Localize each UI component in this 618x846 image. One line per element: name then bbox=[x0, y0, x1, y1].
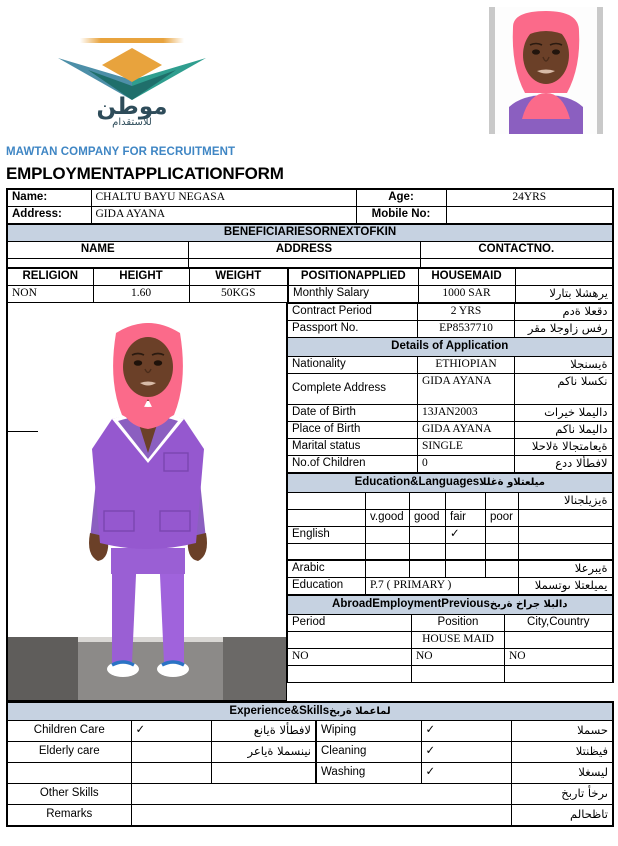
abroad-r2-city[interactable]: NO bbox=[505, 648, 613, 665]
table-row bbox=[7, 224, 613, 241]
marital-arabic: الحالة الاجتماعية bbox=[515, 438, 613, 455]
table-row bbox=[288, 320, 613, 337]
name-label: Name: bbox=[7, 189, 91, 206]
weight-header: WEIGHT bbox=[189, 268, 288, 285]
extra-skill-label[interactable] bbox=[7, 763, 131, 784]
name-value[interactable]: CHALTU BAYU NEGASA bbox=[91, 189, 356, 206]
lang-spacer-5 bbox=[519, 543, 613, 560]
passport-value[interactable]: EP8537710 bbox=[418, 320, 515, 337]
table-row bbox=[288, 303, 613, 320]
arabic-good-cell[interactable] bbox=[410, 560, 446, 577]
abroad-r1-position[interactable]: HOUSE MAID bbox=[412, 631, 505, 648]
english-vgood-cell[interactable] bbox=[366, 526, 410, 543]
remarks-value[interactable] bbox=[131, 805, 511, 826]
height-value[interactable]: 1.60 bbox=[93, 285, 189, 302]
logo-arabic-main: موطن bbox=[96, 94, 168, 120]
experience-band-ar: خبرة المعامل bbox=[329, 705, 391, 717]
identity-table bbox=[6, 188, 614, 224]
table-row bbox=[7, 241, 613, 258]
table-row bbox=[7, 742, 613, 763]
cleaning-check[interactable]: ✓ bbox=[421, 742, 511, 763]
abroad-employment-table bbox=[287, 595, 614, 683]
logo-diamond-icon bbox=[102, 48, 162, 82]
extra-skill-check[interactable] bbox=[131, 763, 211, 784]
wiping-check[interactable]: ✓ bbox=[421, 721, 511, 742]
children-care-arabic: عناية الأطفال bbox=[211, 721, 316, 742]
applicant-headshot-photo bbox=[489, 7, 603, 134]
physical-position-table bbox=[6, 268, 614, 303]
rating-row-blank bbox=[288, 509, 366, 526]
table-row bbox=[288, 543, 613, 560]
applicant-fullbody-photo bbox=[6, 303, 287, 701]
beneficiary-name-value[interactable] bbox=[7, 258, 188, 267]
beneficiary-col-name: NAME bbox=[7, 241, 188, 258]
logo-top-bar bbox=[80, 38, 184, 43]
abroad-col-period: Period bbox=[288, 614, 412, 631]
remarks-arabic: ملاحظات bbox=[511, 805, 613, 826]
dob-arabic: تاريخ الميلاد bbox=[515, 404, 613, 421]
abroad-col-position: Position bbox=[412, 614, 505, 631]
table-row bbox=[288, 438, 613, 455]
page-title: EMPLOYMENTAPPLICATIONFORM bbox=[6, 164, 284, 183]
experience-skills-table bbox=[6, 701, 614, 827]
salary-arabic: الراتب الشهري bbox=[515, 285, 613, 302]
english-arabic-blank bbox=[519, 526, 613, 543]
elderly-care-label: Elderly care bbox=[7, 742, 131, 763]
dob-value[interactable]: 13JAN2003 bbox=[418, 404, 515, 421]
table-row bbox=[288, 560, 613, 577]
contract-period-value[interactable]: 2 YRS bbox=[418, 303, 515, 320]
abroad-r2-period[interactable]: NO bbox=[288, 648, 412, 665]
header-band bbox=[0, 0, 618, 183]
mobile-value[interactable] bbox=[446, 206, 613, 223]
beneficiaries-table bbox=[6, 224, 614, 268]
table-row bbox=[7, 784, 613, 805]
abroad-band-ar: خبرة خارج البلاد bbox=[489, 598, 568, 610]
height-header: HEIGHT bbox=[93, 268, 189, 285]
beneficiary-contact-value[interactable] bbox=[420, 258, 613, 267]
lang-spacer-label bbox=[288, 543, 366, 560]
table-row bbox=[288, 356, 613, 373]
complete-address-value[interactable]: GIDA AYANA bbox=[418, 373, 515, 404]
english-fair-cell[interactable]: ✓ bbox=[446, 526, 486, 543]
abroad-r3-position[interactable] bbox=[412, 665, 505, 682]
arabic-arabic-label: العربية bbox=[519, 560, 613, 577]
abroad-band-en: AbroadEmploymentPrevious bbox=[332, 597, 490, 610]
rating-blank-4 bbox=[486, 492, 519, 509]
table-row bbox=[288, 373, 613, 404]
other-skills-arabic: خبرات أخرى bbox=[511, 784, 613, 805]
passport-arabic: رقم الجواز سفر bbox=[515, 320, 613, 337]
lang-spacer-2 bbox=[410, 543, 446, 560]
logo-arabic-sub: للاستقدام bbox=[112, 117, 152, 128]
education-level-arabic: المستوى التعليمي bbox=[519, 577, 613, 594]
abroad-col-city: City,Country bbox=[505, 614, 613, 631]
children-value[interactable]: 0 bbox=[418, 455, 515, 472]
position-applied-label: POSITIONAPPLIED bbox=[288, 268, 418, 285]
children-arabic: عدد الأطفال bbox=[515, 455, 613, 472]
table-row bbox=[288, 614, 613, 631]
abroad-r2-position[interactable]: NO bbox=[412, 648, 505, 665]
address-label: Address: bbox=[7, 206, 91, 223]
right-details-pane bbox=[287, 303, 612, 683]
rating-blank-3 bbox=[446, 492, 486, 509]
pob-label: Place of Birth bbox=[288, 421, 418, 438]
salary-value[interactable]: 1000 SAR bbox=[418, 285, 515, 302]
rating-col-fair: fair bbox=[446, 509, 486, 526]
cleaning-arabic: التنظيف bbox=[511, 742, 613, 763]
elderly-care-check[interactable] bbox=[131, 742, 211, 763]
table-row bbox=[288, 526, 613, 543]
english-poor-cell[interactable] bbox=[486, 526, 519, 543]
middle-two-pane bbox=[6, 303, 612, 701]
experience-band bbox=[7, 702, 613, 721]
education-level-label: Education bbox=[288, 577, 366, 594]
rating-corner-blank bbox=[288, 492, 366, 509]
left-photo-pane bbox=[6, 303, 287, 701]
beneficiary-col-contact: CONTACTNO. bbox=[420, 241, 613, 258]
beneficiary-address-value[interactable] bbox=[188, 258, 420, 267]
children-care-check[interactable]: ✓ bbox=[131, 721, 211, 742]
details-band: Details of Application bbox=[288, 337, 613, 356]
remarks-label: Remarks bbox=[7, 805, 131, 826]
nationality-arabic: الجنسية bbox=[515, 356, 613, 373]
rating-col-vgood: v.good bbox=[366, 509, 410, 526]
contract-period-label: Contract Period bbox=[288, 303, 418, 320]
contract-details-table bbox=[287, 303, 614, 473]
lang-spacer-4 bbox=[486, 543, 519, 560]
other-skills-value[interactable] bbox=[131, 784, 511, 805]
mobile-label: Mobile No: bbox=[356, 206, 446, 223]
table-row bbox=[7, 189, 613, 206]
education-band bbox=[288, 473, 613, 492]
table-row bbox=[7, 721, 613, 742]
children-care-label: Children Care bbox=[7, 721, 131, 742]
pob-arabic: مكان الميلاد bbox=[515, 421, 613, 438]
table-row bbox=[288, 337, 613, 356]
position-applied-spacer bbox=[515, 268, 613, 285]
education-band-ar: اللغة والتعليم bbox=[479, 476, 545, 488]
wiping-label: Wiping bbox=[316, 721, 421, 742]
position-applied-value[interactable]: HOUSEMAID bbox=[418, 268, 515, 285]
address-value[interactable]: GIDA AYANA bbox=[91, 206, 356, 223]
abroad-r1-city[interactable] bbox=[505, 631, 613, 648]
religion-header: RELIGION bbox=[7, 268, 93, 285]
dob-label: Date of Birth bbox=[288, 404, 418, 421]
abroad-band bbox=[288, 595, 613, 614]
rating-arabic-blank bbox=[519, 509, 613, 526]
lang-spacer-1 bbox=[366, 543, 410, 560]
complete-address-arabic: مكان السكن bbox=[515, 373, 613, 404]
washing-check[interactable]: ✓ bbox=[421, 763, 511, 784]
english-good-cell[interactable] bbox=[410, 526, 446, 543]
table-row bbox=[7, 702, 613, 721]
lang-spacer-3 bbox=[446, 543, 486, 560]
washing-label: Washing bbox=[316, 763, 421, 784]
abroad-r1-period[interactable] bbox=[288, 631, 412, 648]
company-logo bbox=[52, 38, 212, 133]
abroad-r3-city[interactable] bbox=[505, 665, 613, 682]
english-arabic-label: الانجليزية bbox=[519, 492, 613, 509]
nationality-label: Nationality bbox=[288, 356, 418, 373]
company-name-line: MAWTAN COMPANY FOR RECRUITMENT bbox=[6, 146, 236, 158]
beneficiary-col-address: ADDRESS bbox=[188, 241, 420, 258]
weight-value[interactable]: 50KGS bbox=[189, 285, 288, 302]
table-row bbox=[288, 492, 613, 509]
passport-label: Passport No. bbox=[288, 320, 418, 337]
table-row bbox=[7, 763, 613, 784]
application-form-sheet bbox=[6, 188, 612, 827]
rating-col-good: good bbox=[410, 509, 446, 526]
table-row bbox=[7, 805, 613, 826]
table-row bbox=[288, 404, 613, 421]
elderly-care-arabic: رعاية المسنين bbox=[211, 742, 316, 763]
age-value[interactable]: 24YRS bbox=[446, 189, 613, 206]
table-row bbox=[288, 455, 613, 472]
cleaning-label: Cleaning bbox=[316, 742, 421, 763]
education-band-en: Education&Languages bbox=[354, 475, 480, 488]
table-row bbox=[7, 285, 613, 302]
rating-col-poor: poor bbox=[486, 509, 519, 526]
marital-label: Marital status bbox=[288, 438, 418, 455]
table-row bbox=[288, 577, 613, 594]
extra-skill-arabic bbox=[211, 763, 316, 784]
other-skills-label: Other Skills bbox=[7, 784, 131, 805]
arabic-label: Arabic bbox=[288, 560, 366, 577]
wiping-arabic: المسح bbox=[511, 721, 613, 742]
table-row bbox=[288, 665, 613, 682]
arabic-poor-cell[interactable] bbox=[486, 560, 519, 577]
photo-edge-line bbox=[8, 431, 38, 432]
washing-arabic: الغسيل bbox=[511, 763, 613, 784]
table-row bbox=[7, 258, 613, 267]
table-row bbox=[7, 268, 613, 285]
arabic-fair-cell[interactable] bbox=[446, 560, 486, 577]
english-label: English bbox=[288, 526, 366, 543]
children-label: No.of Children bbox=[288, 455, 418, 472]
nationality-value[interactable]: ETHIOPIAN bbox=[418, 356, 515, 373]
table-row bbox=[288, 421, 613, 438]
age-label: Age: bbox=[356, 189, 446, 206]
table-row bbox=[288, 509, 613, 526]
table-row bbox=[288, 648, 613, 665]
abroad-r3-period[interactable] bbox=[288, 665, 412, 682]
experience-band-en: Experience&Skills bbox=[229, 704, 330, 717]
rating-blank-2 bbox=[410, 492, 446, 509]
education-level-value[interactable]: P.7 ( PRIMARY ) bbox=[366, 577, 519, 594]
marital-value[interactable]: SINGLE bbox=[418, 438, 515, 455]
table-row bbox=[288, 473, 613, 492]
arabic-vgood-cell[interactable] bbox=[366, 560, 410, 577]
table-row bbox=[288, 595, 613, 614]
education-languages-table bbox=[287, 473, 614, 595]
complete-address-label: Complete Address bbox=[288, 373, 418, 404]
table-row bbox=[288, 631, 613, 648]
beneficiaries-band: BENEFICIARIESORNEXTOFKIN bbox=[7, 224, 613, 241]
religion-value[interactable]: NON bbox=[7, 285, 93, 302]
pob-value[interactable]: GIDA AYANA bbox=[418, 421, 515, 438]
table-row bbox=[7, 206, 613, 223]
salary-label: Monthly Salary bbox=[288, 285, 418, 302]
contract-period-arabic: مدة العقد bbox=[515, 303, 613, 320]
rating-blank-1 bbox=[366, 492, 410, 509]
